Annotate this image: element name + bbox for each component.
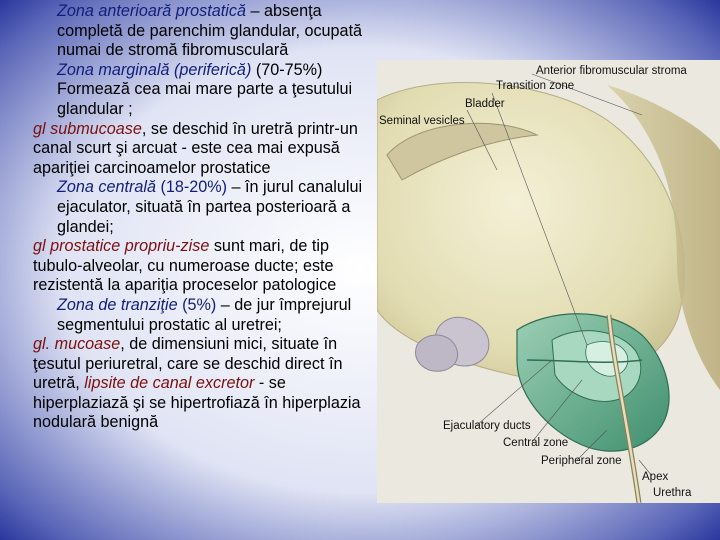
term-transition-zone: Zona de tranziţie (57, 295, 178, 314)
label-central-zone: Central zone (503, 437, 569, 449)
paragraph-submucous-glands (33, 120, 373, 179)
term-central-zone: Zona centrală (57, 178, 156, 197)
term-mucous-glands: gl. mucoase (33, 335, 121, 354)
paragraph-mucous-glands (33, 335, 373, 433)
peripheral-zone-description: Formează cea mai mare parte a ţesutului glandular ; (57, 80, 353, 118)
label-seminal-vesicles: Seminal vesicles (379, 115, 465, 127)
term-submucous-glands: gl submucoase (33, 119, 142, 138)
central-zone-description: – în jurul canalului ejaculator, situată în partea posterioară a glandei; (57, 178, 363, 236)
paragraph-transition-zone (33, 296, 373, 335)
body-text (33, 2, 373, 433)
transition-zone-percentage: (5%) (177, 295, 217, 314)
paragraph-central-zone (33, 178, 373, 237)
prostate-anatomy-figure (377, 60, 720, 503)
label-bladder: Bladder (465, 98, 505, 110)
anterior-zone-description: – absenţa completă de parenchim glandular, ocupată numai de stromă fibromusculară (57, 2, 363, 60)
label-ejaculatory-ducts: Ejaculatory ducts (443, 420, 531, 432)
transition-zone-description: – de jur împrejurul segmentului prostatic al uretrei; (57, 295, 352, 334)
term-no-excretory-duct: lipsite de canal excretor (84, 374, 255, 393)
paragraph-prostatic-glands (33, 237, 373, 296)
mucous-glands-description: , de dimensiuni mici, situate în ţesutul periuretral, care se deschid direct în uretră, (33, 335, 343, 393)
paragraph-peripheral-zone (33, 61, 373, 120)
prostatic-glands-description: sunt mari, de tip tubulo-alveolar, cu numeroase ducte; este rezistentă la apariţia proceselor patologice (33, 237, 337, 295)
mucous-glands-hyperplasia: - se hiperplaziază şi se hipertrofiază în hiperplazia nodulară benignă (33, 374, 361, 432)
peripheral-zone-percentage: (70-75%) (251, 60, 323, 79)
label-apex: Apex (642, 471, 669, 483)
label-transition-zone: Transition zone (496, 80, 575, 92)
term-peripheral-zone: Zona marginală (periferică) (57, 60, 252, 79)
vas-deferens-coil-2 (416, 335, 458, 371)
central-zone-percentage: (18-20%) (155, 178, 228, 197)
paragraph-anterior-zone (33, 2, 373, 61)
label-anterior-stroma: Anterior fibromuscular stroma (536, 65, 687, 77)
term-anterior-zone: Zona anterioară prostatică (57, 2, 246, 20)
label-peripheral-zone: Peripheral zone (541, 455, 622, 467)
term-prostatic-glands: gl prostatice propriu-zise (33, 237, 210, 256)
submucous-glands-description: , se deschid în uretră printr-un canal scurt şi arcuat - este cea mai expusă apariţiei carcinoamelor prostatice (33, 119, 358, 177)
label-urethra: Urethra (653, 487, 692, 499)
